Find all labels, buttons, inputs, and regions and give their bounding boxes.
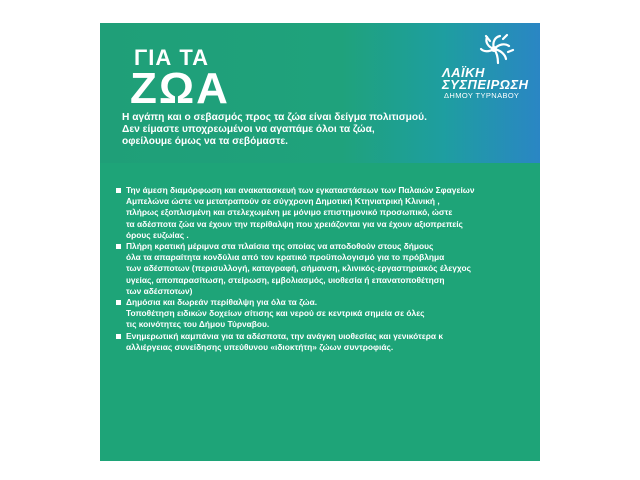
bullet-line: αλλιέργειας συνείδησης υπεύθυνου «ιδιοκτήτη» ζώων συντροφιάς. xyxy=(126,341,394,352)
intro-paragraph xyxy=(122,112,502,148)
poster xyxy=(100,23,540,461)
bullet-line: των αδέσποτων) xyxy=(126,285,193,296)
bullet-square-icon xyxy=(116,300,121,305)
intro-line: οφείλουμε όμως να τα σεβόμαστε. xyxy=(122,136,288,147)
title-line-1: ΓΙΑ ΤΑ xyxy=(134,45,210,70)
bullet-line: Τοποθέτηση ειδικών δοχείων σίτισης και νερού σε κεντρικά σημεία σε όλες xyxy=(126,308,425,319)
logo-name-line-2: ΣΥΣΠΕΙΡΩΣΗ xyxy=(442,77,529,92)
intro-line: Δεν είμαστε υποχρεωμένοι να αγαπάμε όλοι τα ζώα, xyxy=(122,124,375,135)
bullet-item xyxy=(116,331,526,353)
bullet-line: πλήρως εξοπλισμένη και στελεχωμένη με μόνιμο επιστημονικό προσωπικό, ώστε xyxy=(126,207,453,218)
bullet-line: τα αδέσποτα ζώα να έχουν την περίθαλψη που χρειάζονται για να έχουν αξιοπρεπείς xyxy=(126,218,463,229)
bullet-line: τις κοινότητες του Δήμου Τύρναβου. xyxy=(126,319,270,330)
bullet-line: Ενημερωτική καμπάνια για τα αδέσποτα, την ανάγκη υιοθεσίας και γενικότερα κ xyxy=(126,330,444,341)
bullet-square-icon xyxy=(116,334,121,339)
bullet-list xyxy=(116,185,526,353)
bullet-item xyxy=(116,185,526,241)
logo-name-line-1: ΛΑΪΚΗ xyxy=(442,65,485,80)
bullet-item xyxy=(116,297,526,331)
bullet-line: των αδέσποτων (περισυλλογή, καταγραφή, σήμανση, κλινικός-εργαστηριακός έλεγχος xyxy=(126,263,471,274)
bullet-item xyxy=(116,241,526,297)
logo-subtitle: ΔΗΜΟΥ ΤΥΡΝΑΒΟΥ xyxy=(444,91,520,100)
intro-line: Η αγάπη και ο σεβασμός προς τα ζώα είναι δείγμα πολιτισμού. xyxy=(122,112,427,123)
bullet-line: υγείας, αποπαρασίτωση, στείρωση, εμβολιασμός, υιοθεσία ή επανατοποθέτηση xyxy=(126,274,445,285)
bullet-line: Αμπελώνα ώστε να μετατραπούν σε σύγχρονη Δημοτική Κτηνιατρική Κλινική , xyxy=(126,196,440,207)
bullet-line: Την άμεση διαμόρφωση και ανακατασκευή των εγκαταστάσεων των Παλαιών Σφαγείων xyxy=(126,185,475,195)
bullet-square-icon xyxy=(116,244,121,249)
title-line-2: ΖΩΑ xyxy=(130,64,230,113)
bullet-line: Δημόσια και δωρεάν περίθαλψη για όλα τα ζώα. xyxy=(126,297,318,308)
logo xyxy=(436,31,540,117)
bullet-line: όλα τα απαραίτητα κονδύλια από τον κρατικό προϋπολογισμό για το πρόβλημα xyxy=(126,252,445,263)
bullet-line: όρους ευζωίας . xyxy=(126,229,189,240)
bullet-line: Πλήρη κρατική μέριμνα στα πλαίσια της οποίας να αποδοθούν στους δήμους xyxy=(126,241,434,252)
bullet-square-icon xyxy=(116,188,121,193)
